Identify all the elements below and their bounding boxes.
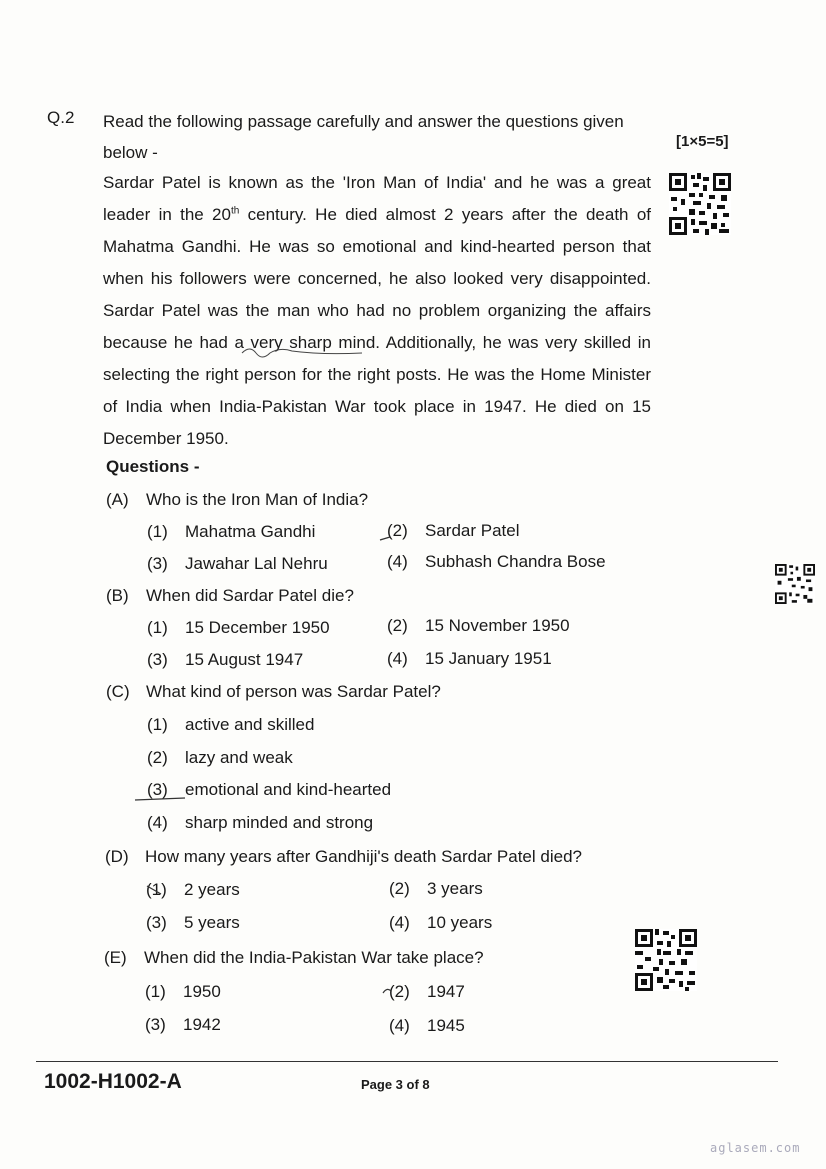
marks-allocation: [1×5=5] <box>676 133 729 150</box>
option-number: (3) <box>145 1015 166 1034</box>
watermark: aglasem.com <box>710 1141 801 1155</box>
passage-text: century. He died almost 2 years after the death of Mahatma Gandhi. He was so emotional and kind-hearted person that when his followers were concerned, he also looked very disappointed. Sardar Patel was the man who had no problem organizing the affairs because he had a very sharp mind. Additionally, he was very skilled in selecting the right person for the right posts. He was the Home Minister of India when India-Pakistan War took place in 1947. He died on 15 December 1950. <box>103 205 652 448</box>
option-number: (1) <box>147 618 168 637</box>
option-text: 1950 <box>183 982 221 1001</box>
paper-code: 1002-H1002-A <box>44 1070 182 1093</box>
question-instruction: Read the following passage carefully and answer the questions given below - <box>103 112 624 162</box>
option-number: (1) <box>145 982 166 1001</box>
option-number: (1) <box>146 880 167 899</box>
option-number: (2) <box>147 748 168 767</box>
question-number: Q.2 <box>47 108 75 127</box>
option-text: Sardar Patel <box>425 521 520 540</box>
option-text: 2 years <box>184 880 240 899</box>
question-text: When did Sardar Patel die? <box>146 586 354 605</box>
option-number: (3) <box>147 554 168 573</box>
option-number: (2) <box>387 521 408 540</box>
option-number: (3) <box>147 650 168 669</box>
question-label: (A) <box>106 490 129 509</box>
question-text: When did the India-Pakistan War take place? <box>144 948 484 967</box>
option-number: (3) <box>147 780 168 799</box>
passage-text: Sardar Patel is known as the 'Iron Man of India' and he was a great leader in the 20 <box>103 173 651 224</box>
option-text: 3 years <box>427 879 483 898</box>
option-number: (2) <box>387 616 408 635</box>
question-label: (B) <box>106 586 129 605</box>
option-number: (4) <box>389 1016 410 1035</box>
question-text: How many years after Gandhiji's death Sardar Patel died? <box>145 847 582 866</box>
tick-mark <box>380 537 390 540</box>
option-text: Jawahar Lal Nehru <box>185 554 328 573</box>
option-number: (1) <box>147 522 168 541</box>
footer-divider <box>36 1061 778 1062</box>
option-number: (2) <box>389 982 410 1001</box>
option-text: active and skilled <box>185 715 315 734</box>
option-text: lazy and weak <box>185 748 293 767</box>
option-text: 15 November 1950 <box>425 616 570 635</box>
tick-mark <box>147 886 161 894</box>
question-label: (D) <box>105 847 129 866</box>
option-number: (2) <box>389 879 410 898</box>
questions-heading: Questions - <box>106 457 200 476</box>
option-text: emotional and kind-hearted <box>185 780 392 799</box>
option-number: (4) <box>387 649 408 668</box>
option-text: 15 December 1950 <box>185 618 330 637</box>
question-label: (C) <box>106 682 130 701</box>
option-text: sharp minded and strong <box>185 813 374 832</box>
option-text: Mahatma Gandhi <box>185 522 316 541</box>
option-text: Subhash Chandra Bose <box>425 552 606 571</box>
tick-mark <box>383 989 391 993</box>
option-text: 15 January 1951 <box>425 649 552 668</box>
option-number: (3) <box>146 913 167 932</box>
underline-mark <box>242 349 362 357</box>
option-text: 10 years <box>427 913 493 932</box>
option-text: 1945 <box>427 1016 465 1035</box>
option-number: (4) <box>147 813 168 832</box>
question-label: (E) <box>104 948 127 967</box>
superscript: th <box>230 205 240 217</box>
question-text: Who is the Iron Man of India? <box>146 490 369 509</box>
question-text: What kind of person was Sardar Patel? <box>146 682 441 701</box>
option-text: 1947 <box>427 982 465 1001</box>
option-text: 15 August 1947 <box>185 650 304 669</box>
page-number: Page 3 of 8 <box>361 1077 430 1092</box>
option-text: 5 years <box>184 913 240 932</box>
option-text: 1942 <box>183 1015 221 1034</box>
tick-mark <box>135 798 185 800</box>
option-number: (4) <box>389 913 410 932</box>
option-number: (4) <box>387 552 408 571</box>
option-number: (1) <box>147 715 168 734</box>
